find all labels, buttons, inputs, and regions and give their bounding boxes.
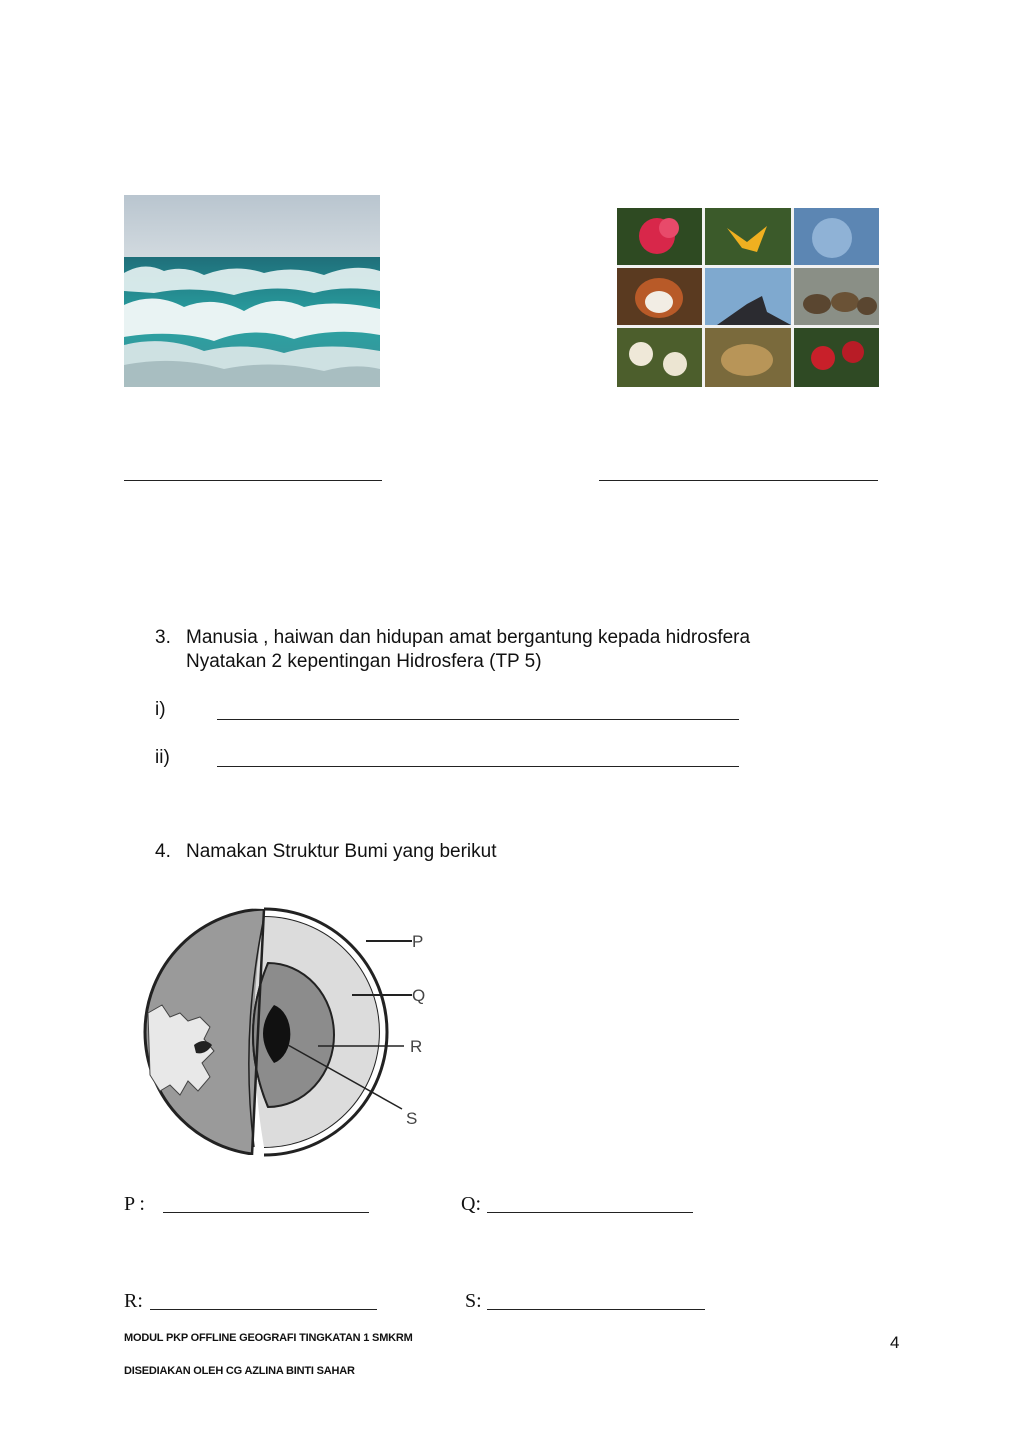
footer-author-text: DISEDIAKAN OLEH CG AZLINA BINTI SAHAR — [124, 1365, 355, 1377]
question-3-number: 3. — [155, 627, 171, 648]
question-4-number: 4. — [155, 841, 171, 862]
answer-i-label: i) — [155, 699, 166, 720]
diagram-label-r: R — [410, 1037, 423, 1056]
page-number: 4 — [890, 1333, 900, 1352]
earth-structure-diagram — [140, 905, 440, 1160]
footer-module-text: MODUL PKP OFFLINE GEOGRAFI TINGKATAN 1 SMKRM — [124, 1332, 413, 1344]
diagram-label-q: Q — [412, 986, 426, 1005]
biodiversity-collage-image — [617, 208, 879, 387]
answer-i-blank[interactable] — [217, 719, 739, 720]
question-3-line-2: Nyatakan 2 kepentingan Hidrosfera (TP 5) — [186, 651, 542, 672]
field-s-label: S: — [465, 1290, 482, 1312]
field-p-label: P : — [124, 1193, 145, 1215]
field-r-label: R: — [124, 1290, 143, 1312]
field-p-blank[interactable] — [163, 1212, 369, 1213]
field-q-blank[interactable] — [487, 1212, 693, 1213]
ocean-waves-image — [124, 195, 380, 387]
field-s-blank[interactable] — [487, 1309, 705, 1310]
diagram-label-s: S — [406, 1109, 418, 1128]
field-q-label: Q: — [461, 1193, 481, 1215]
answer-ii-blank[interactable] — [217, 766, 739, 767]
question-3-line-1: Manusia , haiwan dan hidupan amat bergantung kepada hidrosfera — [186, 627, 751, 648]
diagram-label-p: P — [412, 932, 424, 951]
ocean-answer-blank[interactable] — [124, 480, 382, 481]
field-r-blank[interactable] — [150, 1309, 377, 1310]
biodiversity-answer-blank[interactable] — [599, 480, 878, 481]
question-4-text: Namakan Struktur Bumi yang berikut — [186, 841, 497, 862]
answer-ii-label: ii) — [155, 747, 170, 768]
